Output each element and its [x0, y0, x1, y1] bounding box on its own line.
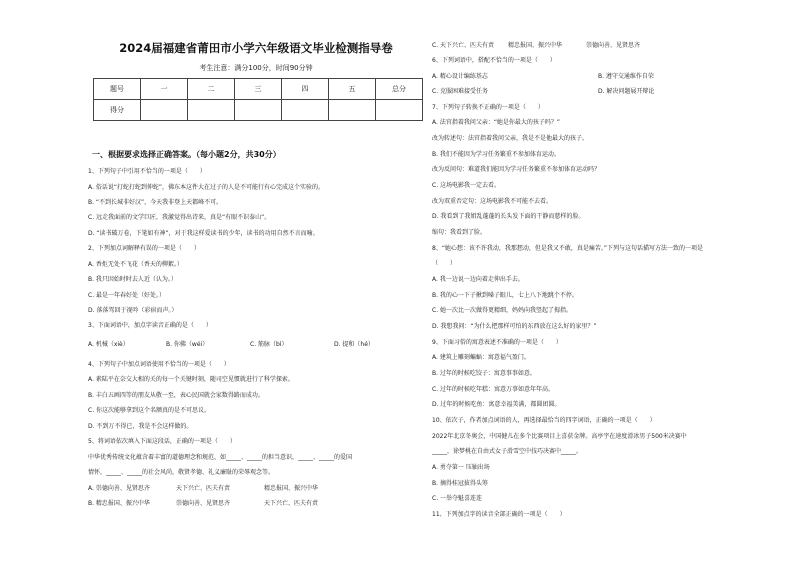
question-line: B. “不到长城非好汉”，今天我非登上天都峰不可。 — [88, 199, 223, 206]
question-line: （ ） — [432, 260, 457, 267]
question-line: _____，徐梦桃在自由式女子滑雪空中技巧决赛中_____。 — [432, 448, 583, 455]
question-line: C. 远走我面前的文学巨匠，我激觉得出诗来，真是“有眼不识泰山”。 — [88, 214, 271, 221]
score-input-cell[interactable] — [188, 100, 235, 121]
option-item[interactable]: B. 遵守交通维作自荣 — [598, 73, 654, 80]
score-row-label: 得分 — [94, 100, 141, 121]
question-line: A. 建筑上雕刻蝙蝠：寓意福气盈门。 — [432, 354, 530, 361]
q6-options-row1 — [432, 74, 654, 80]
option-item[interactable]: D. 提和（hé） — [334, 341, 374, 348]
score-header-cell: 三 — [235, 79, 282, 100]
option-part: 精忠报国、振兴中华 — [264, 485, 319, 492]
question-line: A. 香炬无处不飞花（香天的柳絮。） — [88, 261, 183, 268]
option-part: C. 天下兴亡、匹夫有责 — [432, 42, 495, 49]
question-line: A. 素陆平在奈交大相的关的每一个关键时刻，随司空见惯就进行了科学探索。 — [88, 376, 294, 383]
score-header-cell: 五 — [329, 79, 376, 100]
question-line: D. “读书破万卷，下笔如有神”，对于我这样爱读书的少年，读书的功用自然不言而喻。 — [88, 230, 319, 237]
question-line: 5、将词语依次填入下面这段话，正确的一项是（ ） — [88, 438, 236, 445]
question-line: 6、下列词语中，搭配不恰当的一项是（ ） — [432, 57, 556, 64]
option-item[interactable]: A. 机械（xiè） — [88, 341, 129, 348]
question-line: 8、“她心想：该不许我动，我那想动，但是我又不敢，真是痛苦。”下列与这句话描写方法一致的一项是 — [432, 245, 704, 252]
score-input-cell[interactable] — [235, 100, 282, 121]
option-part: 崇德向善、见贤思齐 — [586, 42, 641, 49]
option-item[interactable]: D. 解决问题展开辩论 — [598, 88, 655, 95]
score-input-cell[interactable] — [376, 100, 423, 121]
question-line: B. 我只因始时时去人近（认为。） — [88, 276, 177, 283]
question-line: 改为转述句：法官指着我问父亲，我是不是他最大的孩子。 — [432, 135, 589, 142]
score-table — [93, 78, 423, 121]
question-line: 3、下面词语中，加点字读音正确的是（ ） — [88, 322, 212, 329]
option-part: A. 崇德向善、见贤思齐 — [88, 485, 150, 492]
question-line: 4、下列句子中加点词语使用不恰当的一项是（ ） — [88, 361, 230, 368]
q5-option-c[interactable] — [432, 43, 640, 49]
exam-notice: 考生注意：满分100分，时间90分钟 — [199, 64, 313, 72]
q5-option-a[interactable] — [88, 486, 318, 492]
score-header-cell: 二 — [188, 79, 235, 100]
question-line: D. 不到万不得已，我是不会这样做的。 — [88, 423, 193, 430]
q6-options-row2 — [432, 89, 654, 95]
question-line: 2022年北京冬奥会，中国健儿在多个比赛项目上喜获金牌。高亭宇在速度滑冰男子500米决赛中 — [432, 433, 687, 440]
question-line: 改为双重否定句：这场电影我不可能不去看。 — [432, 198, 553, 205]
score-input-cell[interactable] — [282, 100, 329, 121]
score-table-score-row — [94, 100, 423, 121]
question-line: 11、下列加点字的读音全部正确的一项是（ ） — [432, 511, 566, 518]
question-line: 中华优秀传统文化蕴含着丰富的道德理念和规范，如_____、_____的担当意识，_____、_____的爱国 — [88, 454, 353, 461]
question-line: 10、依次子，作者加点词语的人，再选择最恰当的四字词语，正确的一项是（ ） — [432, 417, 656, 424]
question-line: 情怀，_____、_____的社会风尚，敬贤孝德、礼义廉耻的荣辱观念等。 — [88, 469, 275, 476]
page-title: 2024届福建省莆田市小学六年级语文毕业检测指导卷 — [119, 41, 393, 55]
question-line: A. 法官指着我问父亲：“她是你最大的孩子吗？” — [432, 119, 561, 126]
question-line: D. 我看到了我姐乱蓬蓬的长头发下面的干静而慈样的脸。 — [432, 213, 585, 220]
score-header-cell: 题号 — [94, 79, 141, 100]
section-heading: 一、根据要求选择正确答案。（每小题2分，共30分） — [92, 150, 281, 159]
question-line: 1、下列句子中引用不恰当的一项是（ ） — [88, 168, 206, 175]
score-input-cell[interactable] — [141, 100, 188, 121]
question-line: C. 最是一年春好处（好处。） — [88, 292, 166, 299]
question-line: C. 一举夺魁喜连连 — [432, 495, 483, 502]
option-item[interactable]: C. 筋脉（bì） — [250, 341, 288, 348]
score-header-cell: 四 — [282, 79, 329, 100]
question-line: D. 我想我问：“为什么把那样可怕的东西放在这么好的家里？” — [432, 323, 597, 330]
question-line: A. 勇夺第一 压轴出场 — [432, 464, 490, 471]
q3-options — [88, 342, 374, 348]
question-line: C. 这场电影我一定去看。 — [432, 182, 501, 189]
score-header-cell: 一 — [141, 79, 188, 100]
score-header-cell: 总分 — [376, 79, 423, 100]
question-line: B. 我的心一下子揪到嗓子眼儿，七上八下地跳个不停。 — [432, 292, 578, 299]
q5-option-b[interactable] — [88, 501, 318, 507]
option-part: 崇德向善、见贤思齐 — [176, 500, 231, 507]
question-line: 2、下列加点词解释有误的一项是（ ） — [88, 245, 200, 252]
question-line: C. 她一次比一次做得更精细，妈妈向我竖起了拇指。 — [432, 307, 573, 314]
question-line: B. 丰白五画四等的朋友从敬一至，表心民国就会家数得路而成功。 — [88, 392, 264, 399]
score-table-header-row — [94, 79, 423, 100]
option-item[interactable]: B. 你佛（wéi） — [166, 341, 209, 348]
option-part: 天下兴亡、匹夫有责 — [264, 500, 319, 507]
question-line: 7、下列句子转换不正确的一项是（ ） — [432, 104, 544, 111]
question-line: C. 过年的时候吃年糕：寓意万事如意年年高。 — [432, 386, 555, 393]
question-line: A. 我一边说一边向着走伸出手去。 — [432, 276, 524, 283]
option-part: 天下兴亡、匹夫有责 — [176, 485, 231, 492]
option-part: B. 精忠报国、振兴中华 — [88, 500, 150, 507]
question-line: D. 落落驾回于视吟（彩宿而声。） — [88, 307, 178, 314]
question-line: B. 我们不能因为学习任务繁重不参加体育运动。 — [432, 151, 560, 158]
question-line: 缩句：我看到了脸。 — [432, 229, 487, 236]
option-part: 精忠报国、振兴中华 — [508, 42, 563, 49]
question-line: B. 过年的时候吃饺子：寓意事事如意。 — [432, 370, 536, 377]
option-item[interactable]: A. 精心设计编练基志 — [432, 73, 488, 80]
question-line: 改为反问句：难道我们能因为学习任务繁重不参加体育运动吗？ — [432, 166, 601, 173]
question-line: A. 俗话说“打蛇打蛇到伸蛇”，佛东本这件大在过子的人是不可能行有心完成这个实验的。 — [88, 184, 325, 191]
question-line: C. 你这次能够拿到这个名额真的是不可思议。 — [88, 407, 211, 414]
question-line: D. 过年的时候吃鱼：寓意幸福美满，都圆团圆。 — [432, 401, 561, 408]
question-line: B. 摘得桂冠拔得头筹 — [432, 480, 488, 487]
question-line: 9、下面习俗的寓意表述不准确的一项是（ ） — [432, 339, 562, 346]
score-input-cell[interactable] — [329, 100, 376, 121]
option-item[interactable]: C. 克服困难接受任务 — [432, 88, 489, 95]
